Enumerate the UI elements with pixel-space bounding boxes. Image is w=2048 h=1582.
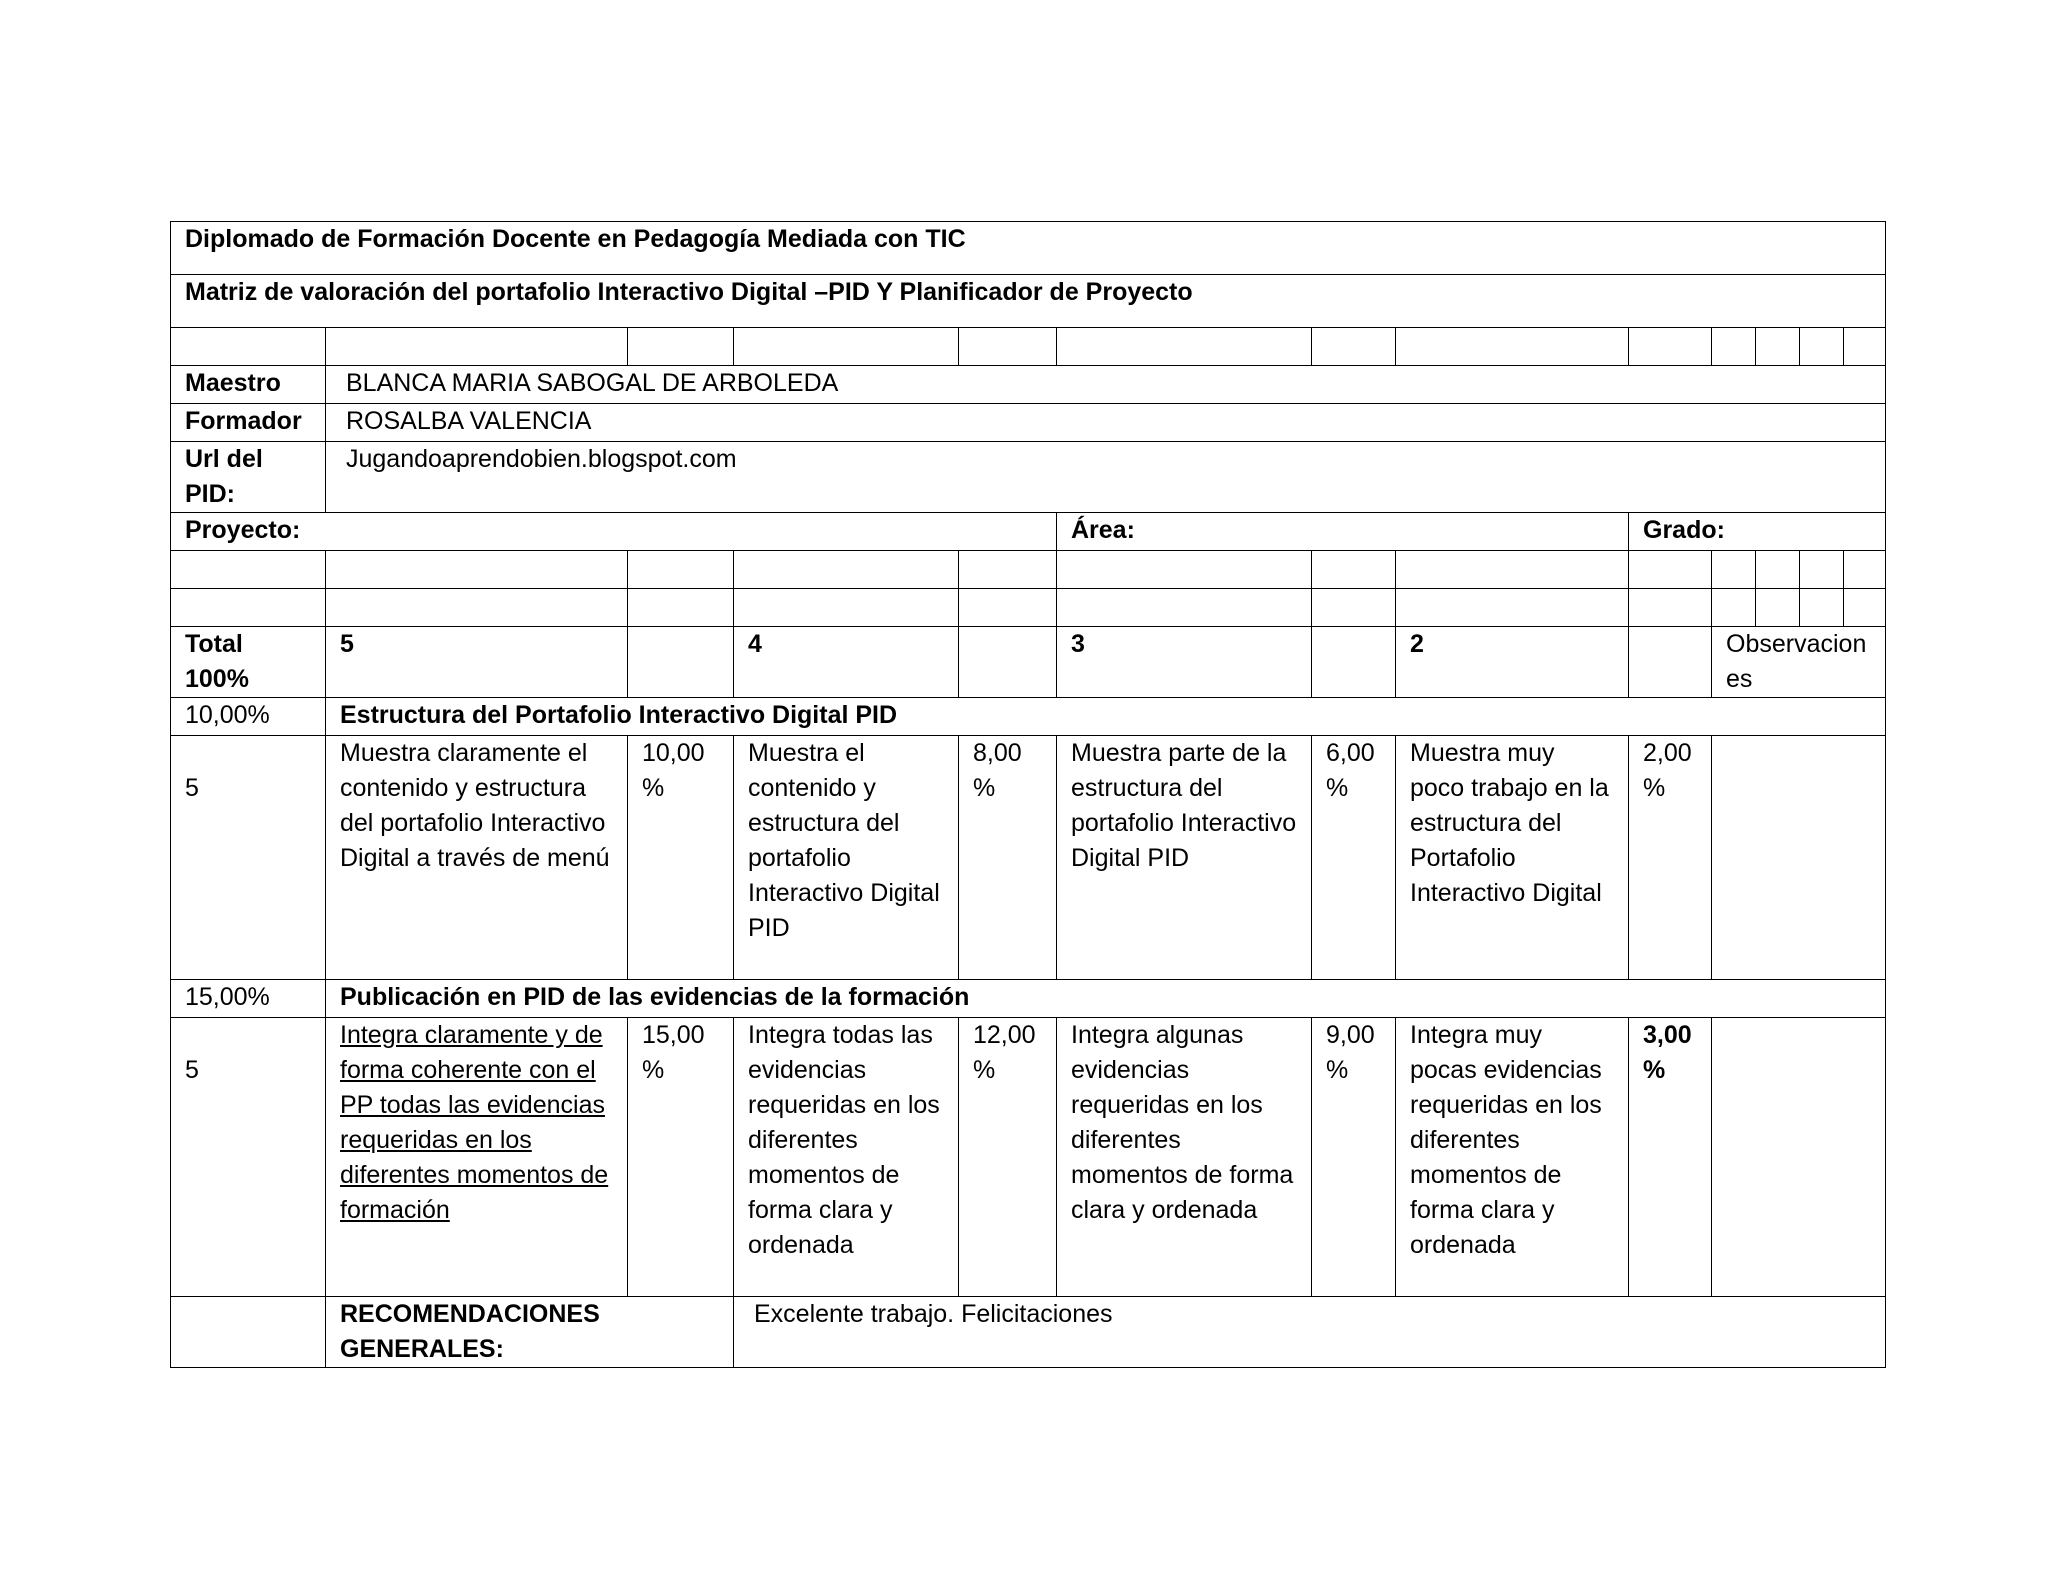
recommendations-value: Excelente trabajo. Felicitaciones (734, 1297, 1886, 1368)
grado-label: Grado: (1629, 513, 1886, 551)
blank-row (171, 589, 1886, 627)
level-4-description: Integra todas las evidencias requeridas en los diferentes momentos de forma clara y ordenada (734, 1018, 959, 1297)
level-5-percent: 10,00 % (628, 736, 734, 980)
level-3-header: 3 (1057, 627, 1312, 698)
maestro-row (171, 366, 1886, 404)
level-2-percent: 3,00 % (1629, 1018, 1712, 1297)
url-row (171, 442, 1886, 513)
document-title: Diplomado de Formación Docente en Pedagogía Mediada con TIC (171, 222, 1886, 275)
rubric-table (170, 221, 1886, 1368)
level-5-header: 5 (326, 627, 628, 698)
proyecto-label: Proyecto: (171, 513, 1057, 551)
level-4-header: 4 (734, 627, 959, 698)
criterion-header-row (171, 980, 1886, 1018)
level-5-description: Muestra claramente el contenido y estructura del portafolio Interactivo Digital a través de menú (326, 736, 628, 980)
observaciones-cell (1712, 736, 1886, 980)
url-value: Jugandoaprendobien.blogspot.com (326, 442, 1886, 513)
criterion-title: Estructura del Portafolio Interactivo Digital PID (326, 698, 1886, 736)
project-row (171, 513, 1886, 551)
criterion-row (171, 736, 1886, 980)
recommendations-row (171, 1297, 1886, 1368)
subtitle-row (171, 275, 1886, 328)
criterion-score: 5 (171, 736, 326, 980)
observaciones-cell (1712, 1018, 1886, 1297)
level-3-percent: 9,00 % (1312, 1018, 1396, 1297)
url-label: Url del PID: (171, 442, 326, 513)
criterion-title: Publicación en PID de las evidencias de la formación (326, 980, 1886, 1018)
blank-row (171, 551, 1886, 589)
area-label: Área: (1057, 513, 1629, 551)
recommendations-label: RECOMENDACIONES GENERALES: (326, 1297, 734, 1368)
maestro-label: Maestro (171, 366, 326, 404)
level-5-description: Integra claramente y de forma coherente con el PP todas las evidencias requeridas en los diferentes momentos de formación (326, 1018, 628, 1297)
level-5-percent: 15,00 % (628, 1018, 734, 1297)
criterion-weight: 15,00% (171, 980, 326, 1018)
level-2-percent: 2,00 % (1629, 736, 1712, 980)
criterion-header-row (171, 698, 1886, 736)
level-2-description: Muestra muy poco trabajo en la estructura del Portafolio Interactivo Digital (1396, 736, 1629, 980)
total-label: Total 100% (171, 627, 326, 698)
formador-value: ROSALBA VALENCIA (326, 404, 1886, 442)
formador-row (171, 404, 1886, 442)
observaciones-header: Observaciones (1712, 627, 1886, 698)
criterion-score: 5 (171, 1018, 326, 1297)
level-3-description: Integra algunas evidencias requeridas en los diferentes momentos de forma clara y ordenada (1057, 1018, 1312, 1297)
level-4-percent: 12,00 % (959, 1018, 1057, 1297)
formador-label: Formador (171, 404, 326, 442)
level-4-description: Muestra el contenido y estructura del portafolio Interactivo Digital PID (734, 736, 959, 980)
blank-row (171, 328, 1886, 366)
level-2-header: 2 (1396, 627, 1629, 698)
level-3-percent: 6,00 % (1312, 736, 1396, 980)
level-2-description: Integra muy pocas evidencias requeridas en los diferentes momentos de forma clara y ordenada (1396, 1018, 1629, 1297)
title-row (171, 222, 1886, 275)
criterion-weight: 10,00% (171, 698, 326, 736)
document-subtitle: Matriz de valoración del portafolio Interactivo Digital –PID Y Planificador de Proyecto (171, 275, 1886, 328)
level-3-description: Muestra parte de la estructura del portafolio Interactivo Digital PID (1057, 736, 1312, 980)
levels-header-row (171, 627, 1886, 698)
level-4-percent: 8,00 % (959, 736, 1057, 980)
maestro-value: BLANCA MARIA SABOGAL DE ARBOLEDA (326, 366, 1886, 404)
criterion-row (171, 1018, 1886, 1297)
